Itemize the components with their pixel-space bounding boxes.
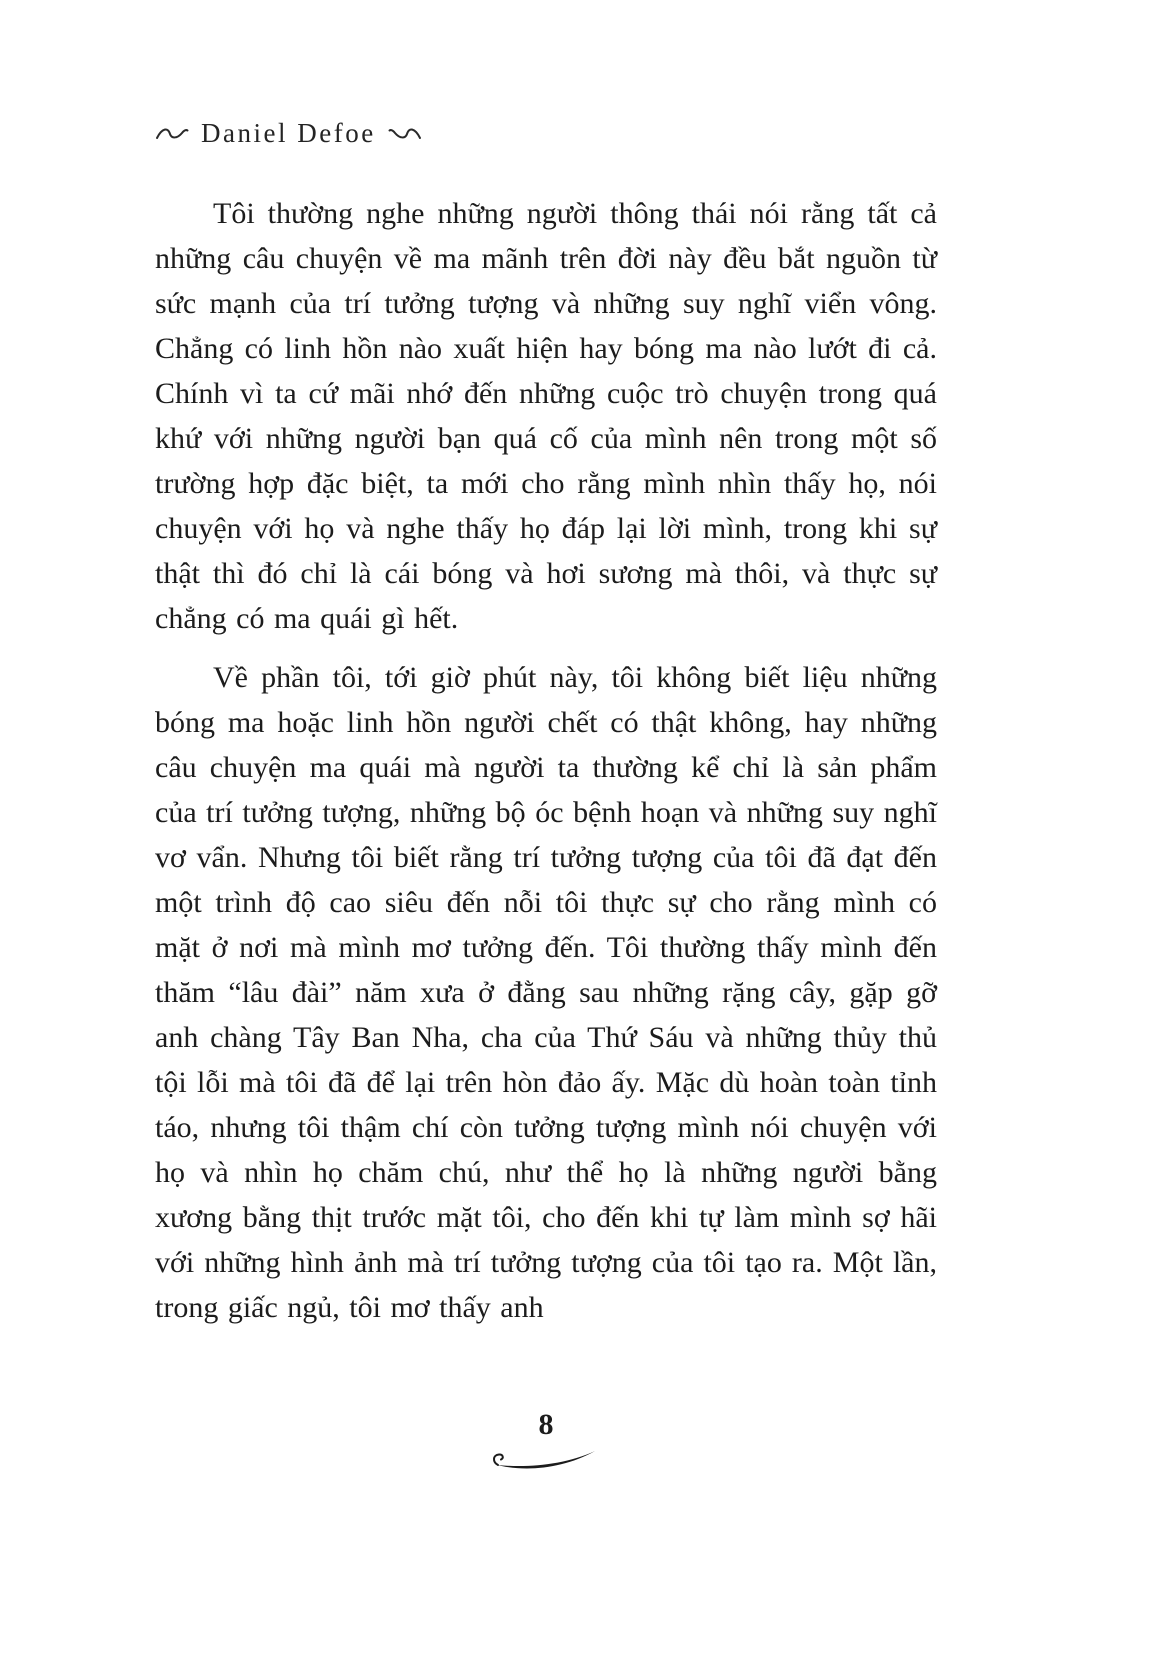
body-paragraph-1: Tôi thường nghe những người thông thái nói rằng tất cả những câu chuyện về ma mãnh trên đời này đều bắt nguồn từ sức mạnh của trí tưởng tượng và những suy nghĩ viển vông. Chẳng có linh hồn nào xuất hiện hay bóng ma nào lướt đi cả. Chính vì ta cứ mãi nhớ đến những cuộc trò chuyện trong quá khứ với những người bạn quá cố của mình nên trong một số trường hợp đặc biệt, ta mới cho rằng mình nhìn thấy họ, nói chuyện với họ và nghe thấy họ đáp lại lời mình, trong khi sự thật thì đó chỉ là cái bóng và hơi sương mà thôi, và thực sự chẳng có ma quái gì hết. <box>155 197 937 635</box>
left-flourish-icon <box>155 125 189 143</box>
page-content <box>155 118 937 1344</box>
page-number: 8 <box>538 1408 554 1441</box>
author-name: Daniel Defoe <box>201 118 376 148</box>
author-header <box>155 118 937 149</box>
page-footer <box>155 1408 937 1479</box>
body-paragraph-2: Về phần tôi, tới giờ phút này, tôi không biết liệu những bóng ma hoặc linh hồn người chết có thật không, hay những câu chuyện ma quái mà người ta thường kể chỉ là sản phẩm của trí tưởng tượng, những bộ óc bệnh hoạn và những suy nghĩ vơ vẩn. Nhưng tôi biết rằng trí tưởng tượng của tôi đã đạt đến một trình độ cao siêu đến nỗi tôi thực sự cho rằng mình có mặt ở nơi mà mình mơ tưởng đến. Tôi thường thấy mình đến thăm “lâu đài” năm xưa ở đằng sau những rặng cây, gặp gỡ anh chàng Tây Ban Nha, cha của Thứ Sáu và những thủy thủ tội lỗi mà tôi đã để lại trên hòn đảo ấy. Mặc dù hoàn toàn tỉnh táo, nhưng tôi thậm chí còn tưởng tượng mình nói chuyện với họ và nhìn họ chăm chú, như thể họ là những người bằng xương bằng thịt trước mặt tôi, cho đến khi tự làm mình sợ hãi với những hình ảnh mà trí tưởng tượng của tôi tạo ra. Một lần, trong giấc ngủ, tôi mơ thấy anh <box>155 661 937 1324</box>
footer-flourish-icon <box>491 1444 601 1479</box>
right-flourish-icon <box>388 125 422 143</box>
